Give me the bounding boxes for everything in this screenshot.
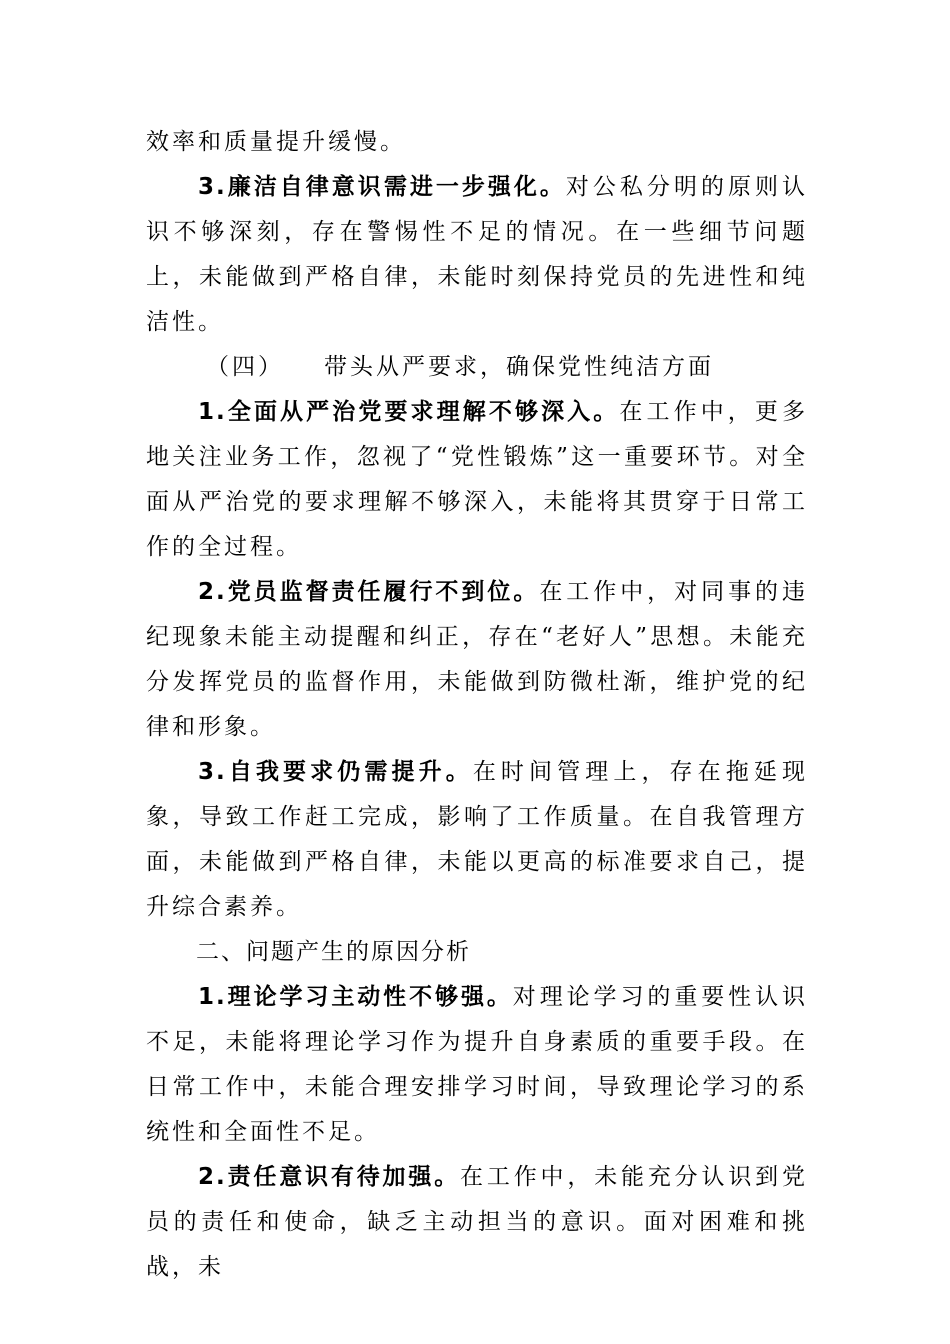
- paragraph-lead: 2.党员监督责任履行不到位。: [198, 579, 540, 605]
- paragraph-body: 在工作中，对同事的违纪现象未能主动提醒和纠正，存在“老好人”思想。未能充分发挥党员的监督作用，未能做到防微杜渐，维护党的纪律和形象。: [146, 579, 809, 740]
- paragraph-theory-study: [146, 975, 808, 1155]
- paragraph-body: 对公私分明的原则认识不够深刻，存在警惕性不足的情况。在一些细节问题上，未能做到严格自律，未能时刻保持党员的先进性和纯洁性。: [146, 174, 808, 335]
- paragraph-supervision-duty: [146, 570, 808, 750]
- paragraph-self-requirement: [146, 750, 808, 930]
- chapter-heading-two: [146, 930, 808, 975]
- paragraph-continuation: [146, 120, 808, 165]
- section-heading-four: [146, 345, 808, 390]
- paragraph-body: 在工作中，未能充分认识到党员的责任和使命，缺乏主动担当的意识。面对困难和挑战，未: [146, 1164, 809, 1280]
- paragraph-lead: 2.责任意识有待加强。: [198, 1164, 461, 1190]
- chapter-title: 二、问题产生的原因分析: [196, 939, 471, 965]
- paragraph-lead: 1.理论学习主动性不够强。: [198, 984, 513, 1010]
- paragraph-body: 在工作中，更多地关注业务工作，忽视了“党性锻炼”这一重要环节。对全面从严治党的要求理解不够深入，未能将其贯穿于日常工作的全过程。: [146, 399, 809, 560]
- paragraph-strict-party-governance: [146, 390, 808, 570]
- paragraph-body: 效率和质量提升缓慢。: [146, 129, 406, 155]
- document-page: [146, 120, 808, 1290]
- paragraph-responsibility: [146, 1155, 808, 1290]
- paragraph-lead: 3.自我要求仍需提升。: [198, 759, 473, 785]
- paragraph-body: 对理论学习的重要性认识不足，未能将理论学习作为提升自身素质的重要手段。在日常工作中，未能合理安排学习时间，导致理论学习的系统性和全面性不足。: [146, 984, 809, 1145]
- paragraph-lead: 3.廉洁自律意识需进一步强化。: [198, 174, 566, 200]
- section-number: （四）: [206, 354, 284, 380]
- paragraph-lead: 1.全面从严治党要求理解不够深入。: [198, 399, 620, 425]
- section-title: 带头从严要求，确保党性纯洁方面: [324, 354, 714, 380]
- paragraph-body: 在时间管理上，存在拖延现象，导致工作赶工完成，影响了工作质量。在自我管理方面，未能做到严格自律，未能以更高的标准要求自己，提升综合素养。: [146, 759, 808, 920]
- paragraph-integrity-self-discipline: [146, 165, 808, 345]
